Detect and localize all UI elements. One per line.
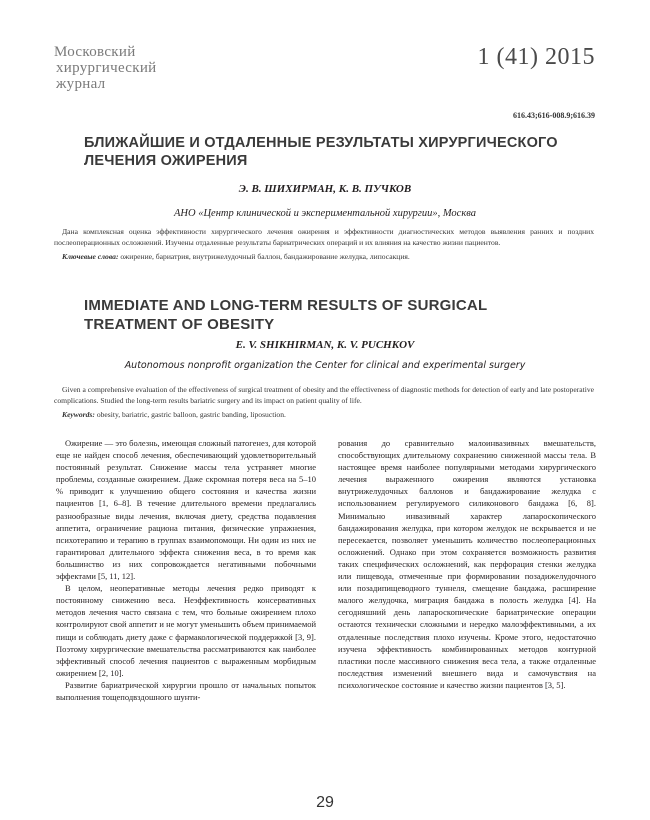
journal-logo [54, 44, 184, 92]
keywords-label-en: Keywords: [62, 410, 95, 419]
paragraph: В целом, неоперативные методы лечения редко приводят к постоянному снижению веса. Неэффективность консервативных методов лечения часто связана с тем, что больные ожирением плохо контролируют свой аппетит и не могут уменьшить объем принимаемой пищи и соблюдать диету даже с фармакологической поддержкой [3, 9]. Поэтому хирургические вмешательства рассматриваются как наиболее эффективный способ лечения пациентов с выраженным морбидным ожирением [2, 10]. [56, 583, 316, 678]
paragraph: Развитие бариатрической хирургии прошло от начальных попыток выполнения тощеподвздошного шунти- [56, 679, 316, 702]
title-english: IMMEDIATE AND LONG-TERM RESULTS OF SURGICAL TREATMENT OF OBESITY [84, 297, 488, 333]
keywords-text-en: obesity, bariatric, gastric balloon, gastric banding, liposuction. [96, 410, 286, 419]
body-column-left [56, 437, 316, 703]
title-russian: БЛИЖАЙШИЕ И ОТДАЛЕННЫЕ РЕЗУЛЬТАТЫ ХИРУРГИЧЕСКОГО ЛЕЧЕНИЯ ОЖИРЕНИЯ [84, 135, 558, 169]
authors-english: E. V. SHIKHIRMAN, K. V. PUCHKOV [235, 339, 415, 351]
affiliation-russian: АНО «Центр клинической и экспериментальной хирургии», Москва [174, 208, 476, 219]
paragraph: Ожирение — это болезнь, имеющая сложный патогенез, для которой еще не найден способ лечения, обеспечивающий удовлетворительный постоянный результат. Снижение массы тела устраняет многие проблемы, созданные ожирением. Даже скромная потеря веса на 5–10 % приводит к улучшению общего состояния и качества жизни пациентов [1, 6–8]. В течение длительного времени предлагались разнообразные виды лечения, включая диету, средства подавления аппетита, ограничение рациона питания, физические упражнения, психотерапию и терапию в группах взаимопомощи. Ни один из них не гарантировал длительного эффекта снижения веса, в то время как большинство из них сопровождается негативными побочными эффектами [5, 11, 12]. [56, 438, 316, 582]
page-number: 29 [316, 794, 334, 811]
authors-russian: Э. В. ШИХИРМАН, К. В. ПУЧКОВ [238, 183, 412, 195]
abstract-russian: Дана комплексная оценка эффективности хирургического лечения ожирения и эффективности диагностических методов выявления ранних и поздних послеоперационных осложнений. Изучены отдаленные результаты бариатрических операций и их влияния на качество жизни пациентов. [54, 227, 594, 247]
logo-line-2: хирургический [56, 60, 157, 76]
issue-number: 1 (41) 2015 [477, 44, 595, 70]
affiliation-english: Autonomous nonprofit organization the Center for clinical and experimental surgery [124, 360, 526, 371]
keywords-label: Ключевые слова: [62, 252, 119, 261]
abstract-english: Given a comprehensive evaluation of the effectiveness of surgical treatment of obesity and the effectiveness of diagnostic methods for detection of early and late postoperative complications. Studied the long-term results bariatric surgery and its impact on patient quality of life. [54, 385, 594, 405]
body-column-right [338, 437, 596, 691]
logo-line-3: журнал [56, 76, 106, 92]
keywords-text: ожирение, бариатрия, внутрижелудочный баллон, бандажирование желудка, липосакция. [120, 252, 410, 261]
logo-line-1: Московский [54, 44, 136, 60]
paragraph: рования до сравнительно малоинвазивных вмешательств, способствующих длительному сохранению сниженной массы тела. В настоящее время наиболее популярными методами хирургического лечения выраженного ожирения являются установка внутрижелудочных баллонов и бандажирование желудка с использованием регулируемого силиконового бандажа [6, 8]. Минимально инвазивный характер лапароскопического бандажирования желудка, при котором желудок не вскрывается и не пересекается, позволяет уменьшить количество послеоперационных осложнений. Однако при этом сохраняется возможность развития таких специфических осложнений, как перфорация стенки желудка или пищевода, отмеченные при формировании позадижелудочного или позадипищеводного туннеля, смещение бандажа, расширение малого желудочка, миграция бандажа в полость желудка [4]. На сегодняшний день лапароскопические бариатрические операции остаются технически сложными и нередко малоэффективными, а их отдаленные последствия плохо изучены. Кроме этого, недостаточно изучена эффективность комбинированных методов контурной пластики после массивного снижения веса тела, а также отдаленные последствия изменений внешнего вида и самочувствия на психологическое состояние и качество жизни пациентов [3, 5]. [338, 438, 596, 690]
keywords-english [62, 410, 602, 419]
keywords-russian [62, 252, 602, 261]
udc-code: 616.43;616-008.9;616.39 [513, 111, 595, 120]
